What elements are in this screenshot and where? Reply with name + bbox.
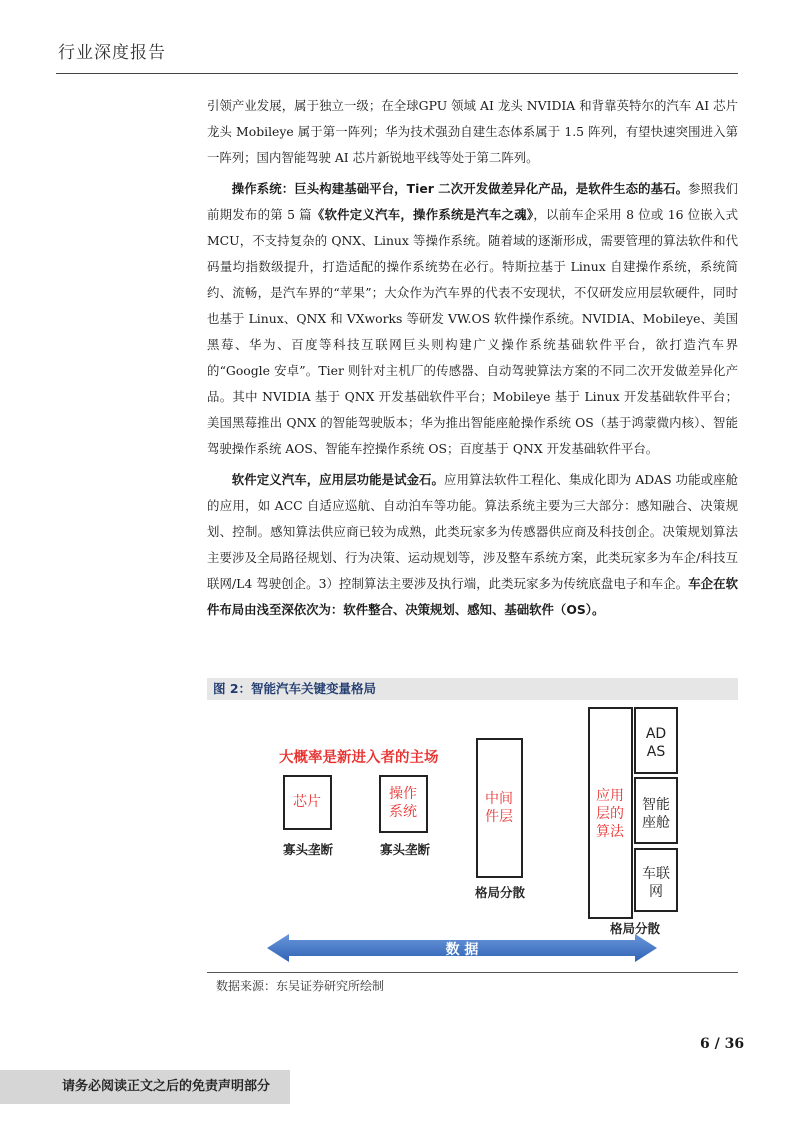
middleware-box	[477, 739, 522, 877]
os-market-structure: 寡头垄断	[379, 842, 431, 857]
middleware-market-structure: 格局分散	[474, 885, 526, 900]
os-text-b: ，以前车企采用 8 位或 16 位嵌入式 MCU，不支持复杂的 QNX、Linux 等操作系统。随着域的逐渐形成，需要管理的算法软件和代码量均指数级提升，打造适配的操作系统势在必行。特斯拉基于 Linux 自建操作系统，系统简约、流畅，是汽车界的“苹果”；大众作为汽车界的代表不安现状，不仅研发应用层软硬件，同时也基于 Linux、QNX 和 VXworks 等研发 VW.OS 软件操作系统。NVIDIA、Mobileye、美国黑莓、华为、百度等科技互联网巨头则构建广义操作系统基础软件平台，欲打造汽车界的“Google 安卓”。Tier 则针对主机厂的传感器、自动驾驶算法方案的不同二次开发做差异化产品。其中 NVIDIA 基于 QNX 开发基础软件平台；Mobileye 基于 Linux 开发基础软件平台；美国黑莓推出 QNX 的智能驾驶版本；华为推出智能座舱操作系统 OS（基于鸿蒙微内核）、智能驾驶操作系统 AOS、智能车控操作系统 OS；百度基于 QNX 开发基础软件平台。	[207, 207, 738, 456]
new-entrant-banner: 大概率是新进入者的主场	[279, 750, 439, 766]
adas-label-line2: AS	[646, 744, 666, 760]
smart-cockpit-label-line2: 座舱	[642, 815, 670, 831]
smart-cockpit-label-line1: 智能	[642, 797, 670, 813]
figure-bottom-rule	[207, 972, 738, 973]
report-header-title: 行业深度报告	[58, 43, 166, 63]
app-text: 应用算法软件工程化、集成化即为 ADAS 功能或座舱的应用，如 ACC 自适应巡航、自动泊车等功能。算法系统主要为三大部分：感知融合、决策规划、控制。感知算法供应商已较为成熟，此类玩家多为传感器供应商及科技创企。决策规划算法主要涉及全局路径规划、行为决策、运动规划等，涉及整车系统方案，此类玩家多为车企/科技互联网/L4 驾驶创企。3）控制算法主要涉及执行端，此类玩家多为传统底盘电子和车企。	[207, 472, 738, 591]
os-heading: 操作系统：巨头构建基础平台，Tier 二次开发做差异化产品，是软件生态的基石。	[231, 181, 689, 196]
paragraph-chip-tiers: 引领产业发展，属于独立一级；在全球GPU 领域 AI 龙头 NVIDIA 和背靠英特尔的汽车 AI 芯片龙头 Mobileye 属于第一阵列；华为技术强劲自建生态体系属于 1.5 阵列，有望快速突围进入第一阵列；国内智能驾驶 AI 芯片新锐地平线等处于第二阵列。	[207, 98, 738, 165]
iov-label-line1: 车联	[642, 866, 670, 882]
paragraph-operating-system	[207, 176, 738, 462]
os-referenced-report: 《软件定义汽车，操作系统是汽车之魂》	[311, 207, 534, 222]
chip-box-label: 芯片	[293, 794, 321, 810]
os-text-a: 参照我们前期发布的第 5 篇	[207, 181, 739, 222]
data-arrow-label: 数 据	[445, 942, 479, 958]
app-conclusion: 车企在软件布局由浅至深依次为：软件整合、决策规划、感知、基础软件（OS）。	[207, 576, 739, 617]
footer-disclaimer: 请务必阅读正文之后的免责声明部分	[0, 1070, 290, 1104]
adas-label-line1: AD	[645, 726, 667, 742]
os-box-label-line1: 操作	[389, 786, 417, 802]
middleware-label-line2: 件层	[485, 809, 513, 825]
application-market-structure: 格局分散	[609, 921, 661, 936]
app-heading: 软件定义汽车，应用层功能是试金石。	[231, 472, 445, 487]
os-box-label-line2: 系统	[389, 804, 417, 820]
iov-label-line2: 网	[649, 884, 663, 900]
figure-caption: 图 2：智能汽车关键变量格局	[207, 678, 738, 700]
page-number: 6 / 36	[700, 1036, 745, 1052]
figure-diagram	[207, 702, 738, 970]
application-label-line2: 层的	[596, 806, 624, 822]
figure-source: 数据来源：东吴证券研究所绘制	[216, 979, 385, 993]
application-label-line3: 算法	[596, 824, 624, 840]
chip-market-structure: 寡头垄断	[282, 842, 334, 857]
middleware-label-line1: 中间	[485, 791, 513, 807]
body-content	[207, 93, 738, 628]
application-label-line1: 应用	[596, 788, 624, 804]
paragraph-application-layer	[207, 467, 738, 623]
header-divider	[56, 73, 738, 74]
